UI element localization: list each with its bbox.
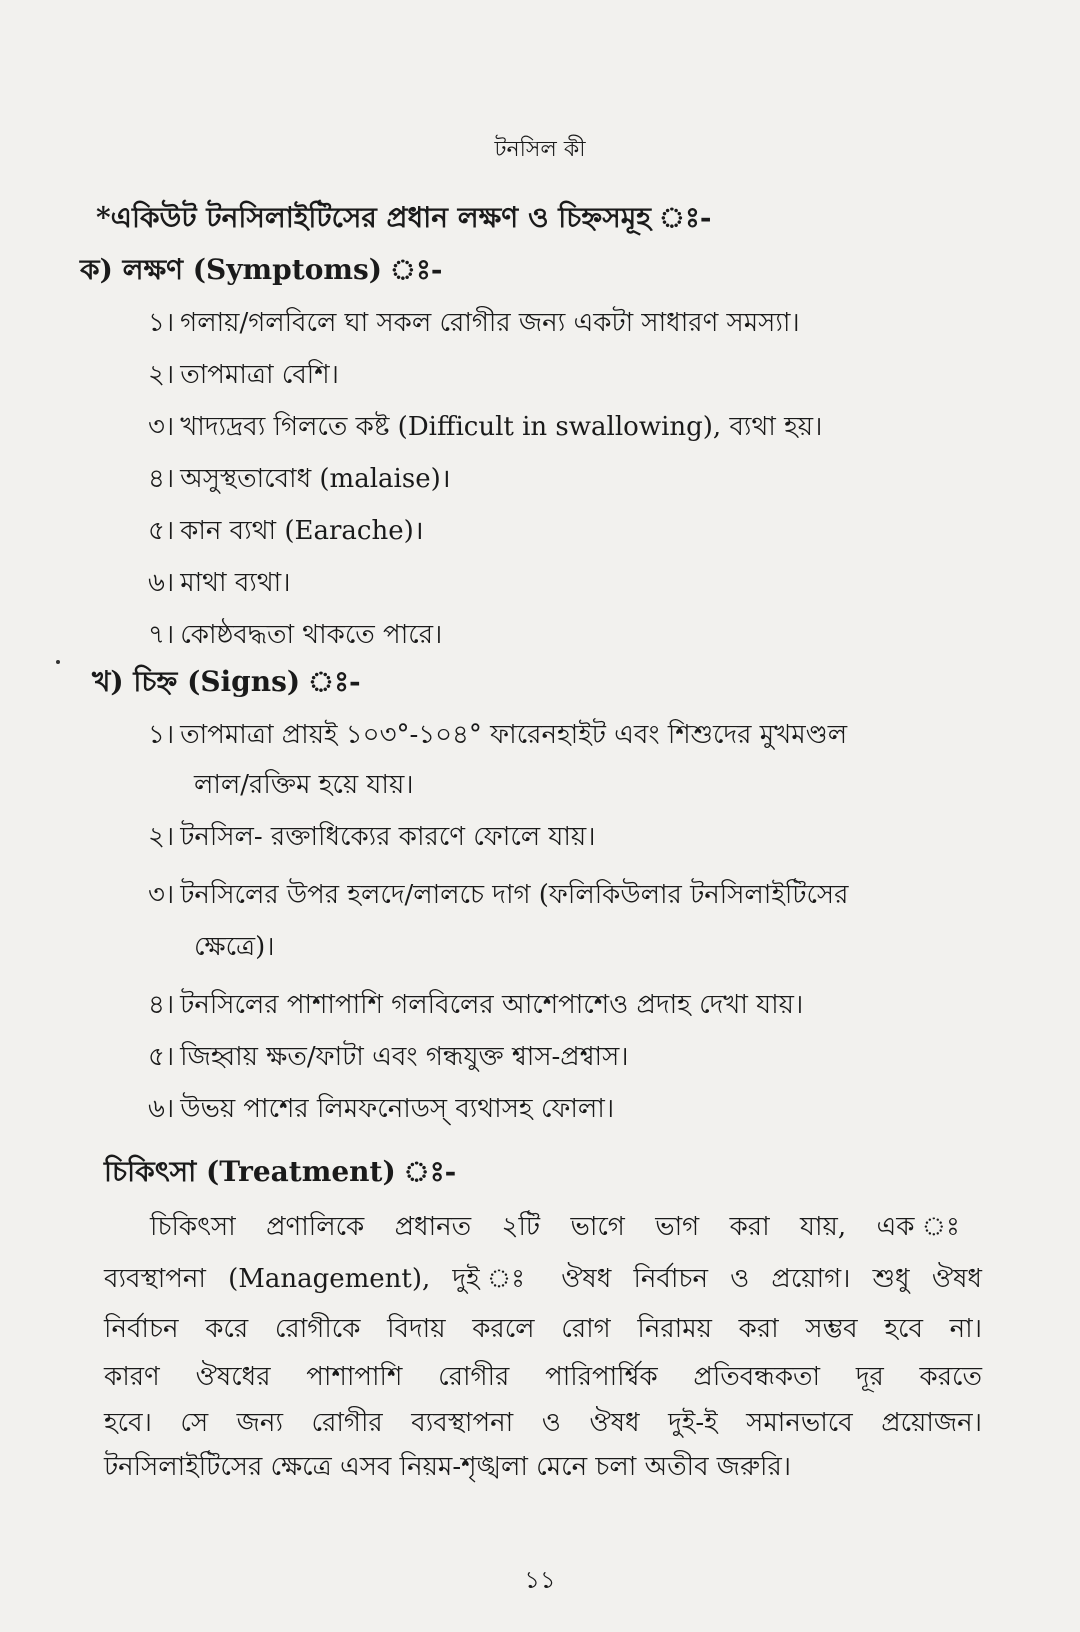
running-header: টনসিল কী [494,137,586,162]
item-number: ১। [148,720,175,750]
signs-heading: খ) চিহ্ন (Signs) ঃ- [92,665,361,698]
treatment-paragraph [104,1402,982,1446]
item-text: অসুস্থতাবোধ (malaise)। [180,464,451,494]
symptom-item [148,614,442,658]
item-text: কান ব্যথা (Earache)। [180,516,424,546]
treatment-paragraph [104,1206,982,1250]
symptom-item [148,302,800,346]
paragraph-line: হবে। সে জন্য রোগীর ব্যবস্থাপনা ও ঔষধ দুই-ই সমানভাবে প্রয়োজন। [104,1408,982,1438]
paragraph-line: টনসিলাইটিসের ক্ষেত্রে এসব নিয়ম-শৃঙ্খলা মেনে চলা অতীব জরুরি। [104,1452,792,1482]
paragraph-line: নির্বাচন করে রোগীকে বিদায় করলে রোগ নিরাময় করা সম্ভব হবে না। [104,1314,982,1344]
item-text: মাথা ব্যথা। [180,568,291,598]
item-text: উভয় পাশের লিমফনোডস্ ব্যথাসহ ফোলা। [180,1094,615,1124]
treatment-heading: চিকিৎসা (Treatment) ঃ- [104,1155,457,1188]
item-number: ৬। [148,1094,175,1124]
item-number: ২। [148,822,175,852]
item-number: ৫। [148,516,175,546]
item-number: ৪। [148,990,175,1020]
item-text: জিহ্বায় ক্ষত/ফাটা এবং গন্ধযুক্ত শ্বাস-প্রশ্বাস। [180,1042,629,1072]
sign-item [148,984,803,1028]
sign-item [148,714,847,758]
item-number: ৫। [148,1042,175,1072]
acute-heading: *একিউট টনসিলাইটিসের প্রধান লক্ষণ ও চিহ্নসমূহ ঃ- [96,201,712,234]
item-text: গলায়/গলবিলে ঘা সকল রোগীর জন্য একটা সাধারণ সমস্যা। [180,308,800,338]
treatment-paragraph [104,1446,791,1490]
item-number: ৪। [148,464,175,494]
symptom-item [148,406,822,450]
item-text: টনসিল- রক্তাধিক্যের কারণে ফোলে যায়। [180,822,596,852]
sign-item [148,816,596,860]
item-number: ৩। [148,412,175,442]
item-text: তাপমাত্রা প্রায়ই ১০৩°-১০৪° ফারেনহাইট এবং শিশুদের মুখমণ্ডল [180,720,848,750]
treatment-paragraph [104,1356,982,1400]
item-text: টনসিলের উপর হলদে/লালচে দাগ (ফলিকিউলার টনসিলাইটিসের [180,880,849,910]
symptom-item [148,510,424,554]
symptom-item [148,354,339,398]
item-number: ৭। [148,620,175,650]
page-number: ১১ [524,1566,556,1594]
sign-item [148,1036,629,1080]
item-text: কোষ্ঠবদ্ধতা থাকতে পারে। [180,620,443,650]
item-number: ৩। [148,880,175,910]
treatment-paragraph [104,1258,982,1302]
symptom-item [148,562,291,606]
sign-item-continuation: ক্ষেত্রে)। [194,932,275,962]
item-text: তাপমাত্রা বেশি। [180,360,339,390]
item-text: টনসিলের পাশাপাশি গলবিলের আশেপাশেও প্রদাহ দেখা যায়। [180,990,804,1020]
treatment-paragraph [104,1308,982,1352]
sign-item-continuation: লাল/রক্তিম হয়ে যায়। [194,770,414,800]
paragraph-line: ব্যবস্থাপনা (Management), দুই ঃ ঔষধ নির্বাচন ও প্রয়োগ। শুধু ঔষধ [104,1264,982,1294]
print-speck [56,660,60,664]
sign-item [148,1088,614,1132]
symptoms-heading: ক) লক্ষণ (Symptoms) ঃ- [80,253,443,286]
item-number: ১। [148,308,175,338]
paragraph-line: কারণ ঔষধের পাশাপাশি রোগীর পারিপার্শ্বিক প্রতিবন্ধকতা দূর করতে [104,1362,982,1392]
item-number: ২। [148,360,175,390]
sign-item [148,874,848,918]
item-number: ৬। [148,568,175,598]
symptom-item [148,458,451,502]
paragraph-line: চিকিৎসা প্রণালিকে প্রধানত ২টি ভাগে ভাগ করা যায়, এক ঃ [150,1212,982,1242]
item-text: খাদ্যদ্রব্য গিলতে কষ্ট (Difficult in swallowing), ব্যথা হয়। [180,412,823,442]
